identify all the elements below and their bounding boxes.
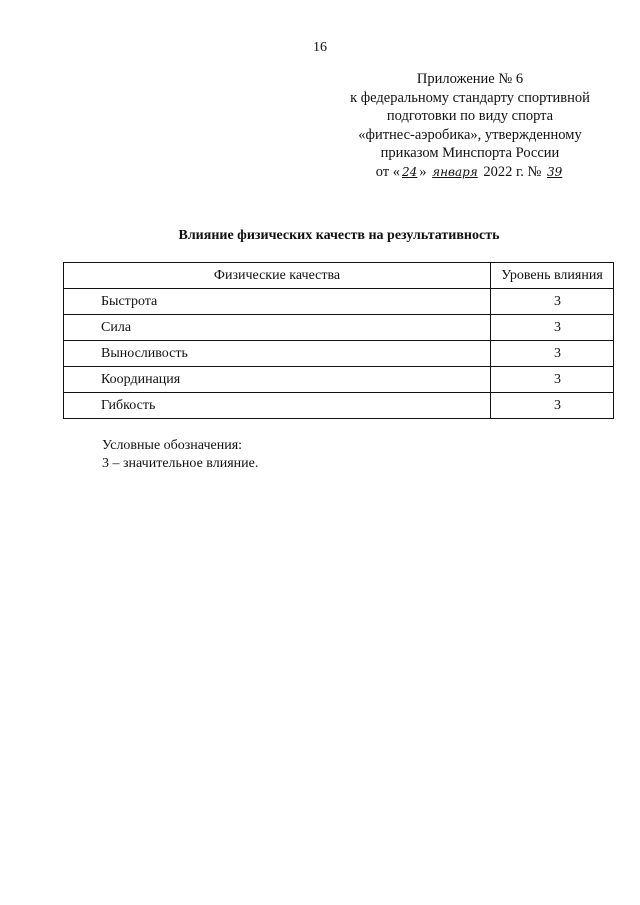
qualities-table bbox=[63, 262, 614, 419]
table-header-row bbox=[64, 263, 614, 289]
appendix-line: приказом Минспорта России bbox=[380, 145, 560, 162]
order-date-line bbox=[300, 163, 640, 182]
date-month-handwritten: января bbox=[432, 164, 478, 179]
table-row bbox=[64, 341, 614, 367]
column-header-quality: Физические качества bbox=[64, 263, 491, 289]
appendix-header bbox=[300, 70, 640, 182]
legend-title: Условные обозначения: bbox=[102, 438, 243, 453]
quality-cell: Сила bbox=[64, 315, 491, 341]
quality-cell: Гибкость bbox=[64, 393, 491, 419]
order-number-handwritten: 39 bbox=[547, 164, 563, 179]
legend-item: 3 – значительное влияние. bbox=[102, 456, 259, 471]
level-cell: 3 bbox=[491, 367, 614, 393]
date-prefix: от « bbox=[375, 163, 400, 180]
table-row bbox=[64, 367, 614, 393]
column-header-level: Уровень влияния bbox=[491, 263, 614, 289]
date-year: 2022 г. № bbox=[483, 163, 542, 180]
page-number: 16 bbox=[313, 40, 327, 55]
level-cell: 3 bbox=[491, 289, 614, 315]
quality-cell: Быстрота bbox=[64, 289, 491, 315]
section-title: Влияние физических качеств на результативность bbox=[178, 228, 500, 243]
table-row bbox=[64, 393, 614, 419]
table-row bbox=[64, 289, 614, 315]
appendix-line: Приложение № 6 bbox=[416, 71, 524, 87]
legend bbox=[102, 437, 258, 473]
quality-cell: Координация bbox=[64, 367, 491, 393]
appendix-line: к федеральному стандарту спортивной bbox=[350, 89, 590, 106]
quality-cell: Выносливость bbox=[64, 341, 491, 367]
level-cell: 3 bbox=[491, 393, 614, 419]
date-day-handwritten: 24 bbox=[401, 164, 418, 179]
appendix-line: «фитнес-аэробика», утвержденному bbox=[358, 126, 582, 143]
date-mid: » bbox=[419, 163, 427, 180]
appendix-line: подготовки по виду спорта bbox=[386, 108, 554, 125]
table-row bbox=[64, 315, 614, 341]
level-cell: 3 bbox=[491, 341, 614, 367]
level-cell: 3 bbox=[491, 315, 614, 341]
